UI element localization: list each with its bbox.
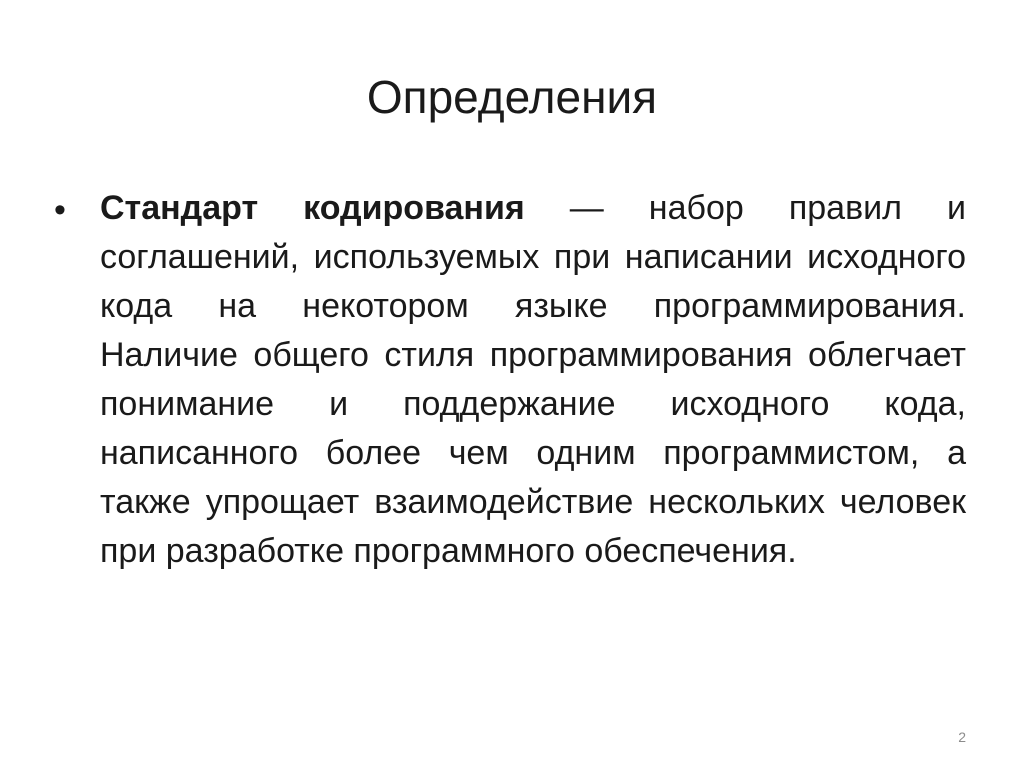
definition-text: — набор правил и соглашений, используемых при написании исходного кода на некотором языке программирования. Наличие общего стиля программирования облегчает понимание и поддержание исходного кода, написанного более чем одним программистом, а также упрощает взаимодействие нескольких человек при разработке программного обеспечения. (100, 189, 966, 570)
defined-term: Стандарт кодирования (100, 189, 525, 227)
bullet-marker: • (54, 191, 66, 229)
page-number: 2 (958, 729, 966, 745)
slide-title: Определения (366, 71, 658, 123)
bullet-text (100, 184, 966, 576)
bullet-item (54, 184, 966, 576)
